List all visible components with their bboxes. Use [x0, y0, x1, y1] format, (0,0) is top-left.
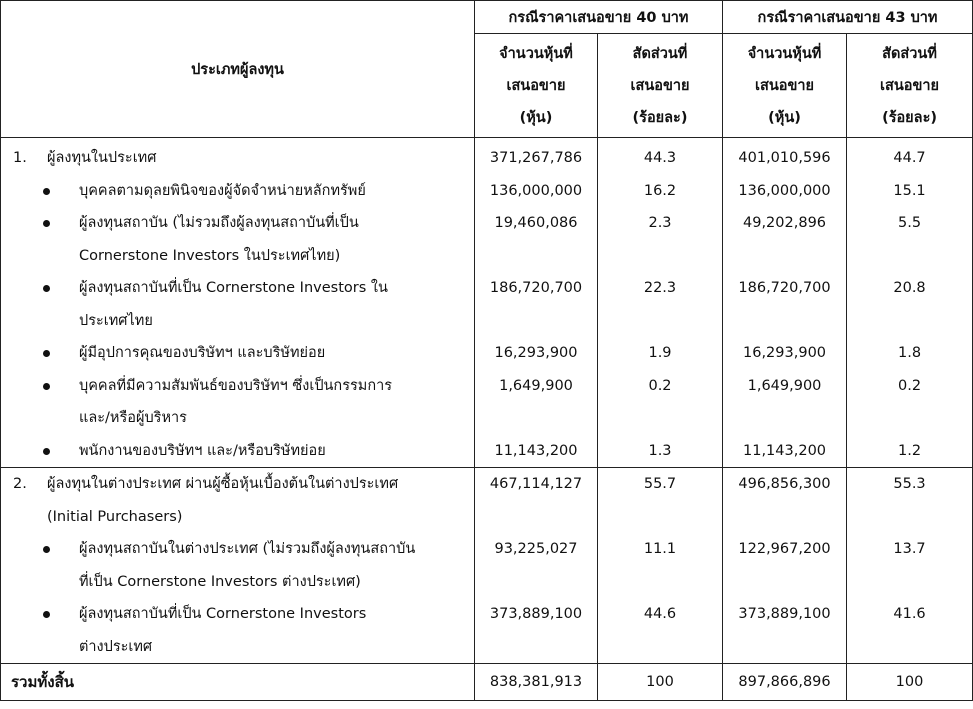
foreign-shares-40: 467,114,127 93,225,027 373,889,100 [475, 468, 598, 664]
item-label: บุคคลที่มีความสัมพันธ์ของบริษัทฯ ซึ่งเป็นกรรมการ [79, 377, 393, 394]
item-label: ผู้ลงทุนสถาบัน (ไม่รวมถึงผู้ลงทุนสถาบันที่เป็น [79, 215, 359, 231]
ratio-header-43: สัดส่วนที่ เสนอขาย (ร้อยละ) [847, 34, 973, 138]
total-shares-43: 897,866,896 [723, 664, 847, 701]
group-label-cont: (Initial Purchasers) [47, 508, 183, 525]
ratio-header-40: สัดส่วนที่ เสนอขาย (ร้อยละ) [598, 34, 723, 138]
total-shares-40: 838,381,913 [475, 664, 598, 701]
bullet-icon [43, 220, 50, 227]
foreign-ratio-43: 55.3 13.7 41.6 [847, 468, 973, 664]
group-number: 1. [13, 150, 27, 166]
item-label: ผู้ลงทุนสถาบันที่เป็น Cornerstone Investors ใน [79, 280, 388, 296]
domestic-label-cell [1, 138, 475, 468]
bullet-icon [43, 448, 50, 455]
shares-header-43: จำนวนหุ้นที่ เสนอขาย (หุ้น) [723, 34, 847, 138]
total-row [1, 664, 973, 701]
bullet-icon [43, 350, 50, 357]
item-label: บุคคลตามดุลยพินิจของผู้จัดจำหน่ายหลักทรัพย์ [79, 182, 366, 199]
investor-type-header: ประเภทผู้ลงทุน [1, 1, 475, 138]
table-row [1, 138, 973, 468]
bullet-icon [43, 383, 50, 390]
shares-header-40: จำนวนหุ้นที่ เสนอขาย (หุ้น) [475, 34, 598, 138]
item-label: ผู้ลงทุนสถาบันที่เป็น Cornerstone Investors [79, 606, 367, 622]
table-row [1, 468, 973, 664]
foreign-label-cell [1, 468, 475, 664]
item-label-cont: และ/หรือผู้บริหาร [79, 410, 187, 426]
domestic-ratio-43: 44.7 15.1 5.5 20.8 1.8 0.2 1.2 [847, 138, 973, 468]
total-label: รวมทั้งสิ้น [1, 664, 475, 701]
bullet-icon [43, 285, 50, 292]
item-label: ผู้ลงทุนสถาบันในต่างประเทศ (ไม่รวมถึงผู้ลงทุนสถาบัน [79, 541, 416, 557]
group-label: ผู้ลงทุนในต่างประเทศ ผ่านผู้ซื้อหุ้นเบื้องต้นในต่างประเทศ [47, 476, 399, 492]
domestic-shares-40: 371,267,786 136,000,000 19,460,086 186,720,700 16,293,900 1,649,900 11,143,200 [475, 138, 598, 468]
total-ratio-43: 100 [847, 664, 973, 701]
domestic-shares-43: 401,010,596 136,000,000 49,202,896 186,720,700 16,293,900 1,649,900 11,143,200 [723, 138, 847, 468]
group-number: 2. [13, 476, 27, 492]
foreign-ratio-40: 55.7 11.1 44.6 [598, 468, 723, 664]
bullet-icon [43, 546, 50, 553]
bullet-icon [43, 611, 50, 618]
group-label: ผู้ลงทุนในประเทศ [47, 150, 157, 166]
item-label: พนักงานของบริษัทฯ และ/หรือบริษัทย่อย [79, 442, 326, 459]
item-label-cont: ประเทศไทย [79, 312, 153, 329]
foreign-shares-43: 496,856,300 122,967,200 373,889,100 [723, 468, 847, 664]
bullet-icon [43, 188, 50, 195]
item-label: ผู้มีอุปการคุณของบริษัทฯ และบริษัทย่อย [79, 345, 326, 361]
item-label-cont: ที่เป็น Cornerstone Investors ต่างประเทศ) [79, 573, 361, 590]
item-label-cont: Cornerstone Investors ในประเทศไทย) [79, 247, 341, 264]
case-40-header: กรณีราคาเสนอขาย 40 บาท [475, 1, 723, 34]
item-label-cont: ต่างประเทศ [79, 638, 153, 655]
total-ratio-40: 100 [598, 664, 723, 701]
domestic-ratio-40: 44.3 16.2 2.3 22.3 1.9 0.2 1.3 [598, 138, 723, 468]
case-43-header: กรณีราคาเสนอขาย 43 บาท [723, 1, 973, 34]
